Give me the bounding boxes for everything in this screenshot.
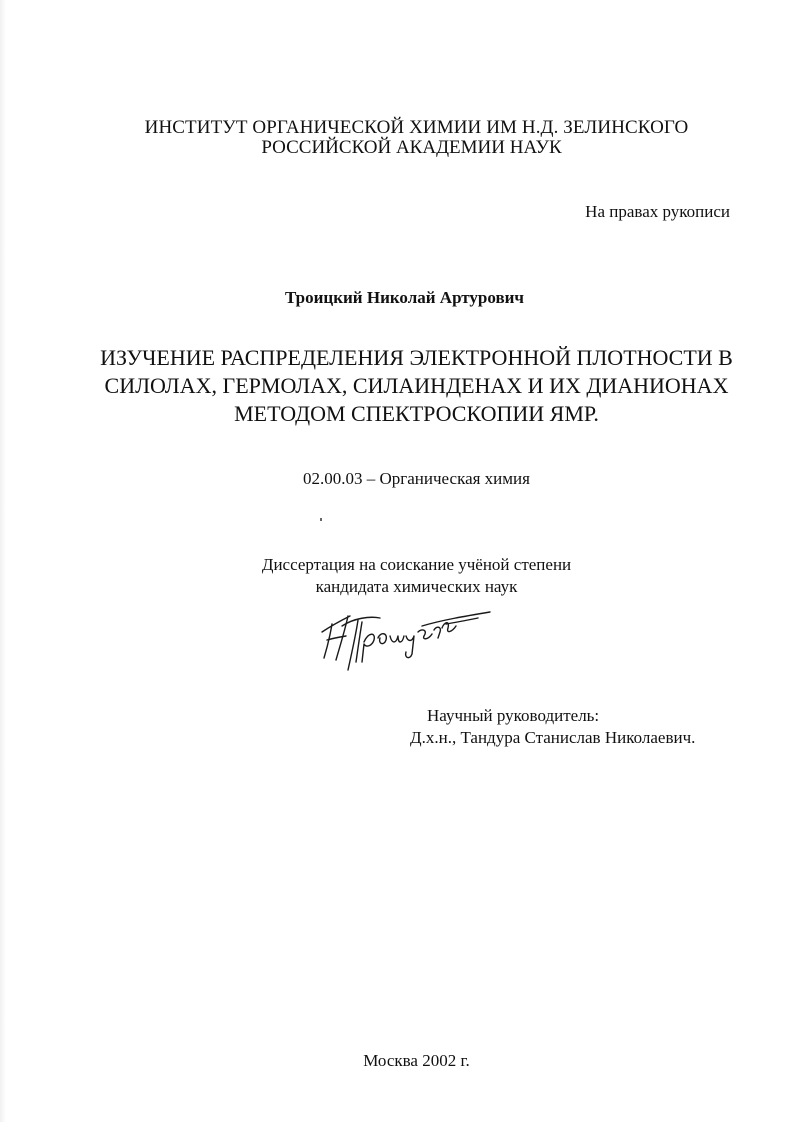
specialty-code: 02.00.03 – Органическая химия [303, 469, 530, 488]
author-name: Троицкий Николай Артурович [284, 288, 525, 307]
institute-name-line2: РОССИЙСКОЙ АКАДЕМИИ НАУК [261, 137, 562, 158]
thesis-title-line2: СИЛОЛАХ, ГЕРМОЛАХ, СИЛАИНДЕНАХ И ИХ ДИАНИОНАХ [104, 373, 729, 398]
rights-note: На правах рукописи [585, 202, 730, 221]
scan-speck [320, 518, 322, 521]
thesis-title-line1: ИЗУЧЕНИЕ РАСПРЕДЕЛЕНИЯ ЭЛЕКТРОННОЙ ПЛОТНОСТИ В [100, 345, 733, 370]
dissertation-line2: кандидата химических наук [315, 577, 518, 596]
thesis-title-line3: МЕТОДОМ СПЕКТРОСКОПИИ ЯМР. [234, 401, 599, 426]
handwritten-signature [318, 602, 493, 674]
dissertation-line1: Диссертация на соискание учёной степени [261, 555, 572, 574]
institute-name-line1: ИНСТИТУТ ОРГАНИЧЕСКОЙ ХИМИИ ИМ Н.Д. ЗЕЛИНСКОГО [144, 117, 689, 138]
city-year: Москва 2002 г. [363, 1051, 470, 1070]
scan-edge-shade [0, 0, 6, 1122]
supervisor-label: Научный руководитель: [427, 706, 600, 725]
supervisor-name: Д.х.н., Тандура Станислав Николаевич. [410, 728, 696, 747]
